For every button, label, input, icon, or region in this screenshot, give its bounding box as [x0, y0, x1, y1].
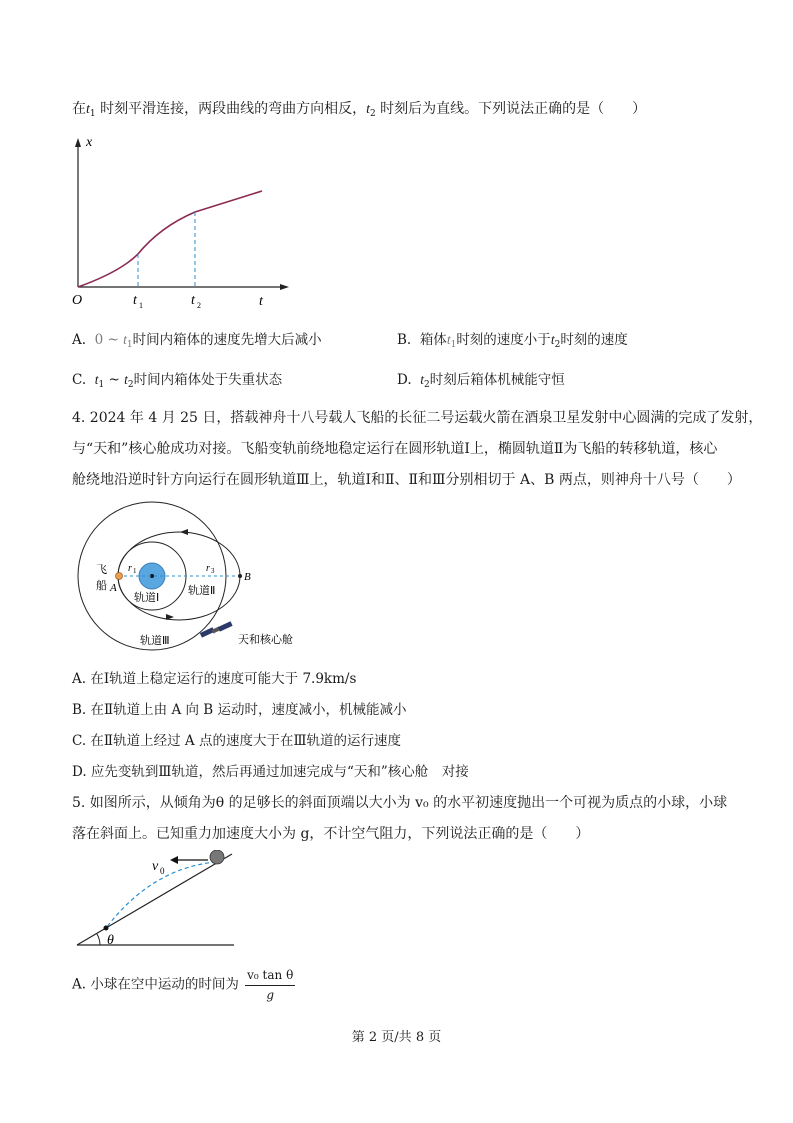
q5-option-a[interactable] [72, 966, 295, 1004]
xt-curve [78, 191, 262, 287]
q3-option-c[interactable]: C. $t_1$ ~ $t_2$时间内箱体处于失重状态 [72, 372, 283, 390]
page-footer: 第 2 页/共 8 页 [351, 1030, 442, 1045]
ship-label-2: 船 [96, 579, 107, 592]
fraction-denominator: g [266, 988, 275, 1002]
q3-option-b[interactable]: B. 箱体$t_1$时刻的速度小于$t_2$时刻的速度 [397, 332, 628, 350]
y-axis-label: x [86, 135, 93, 150]
q4-option-c[interactable]: C. 在Ⅱ轨道上经过 A 点的速度大于在Ⅲ轨道的运行速度 [72, 733, 401, 749]
q3-stem: 在$t_1$ 时刻平滑连接，两段曲线的弯曲方向相反，$t_2$ 时刻后为直线。下列说法正确的是（ ） [72, 101, 647, 119]
q5-option-a-text: A. 小球在空中运动的时间为 [72, 976, 239, 993]
q5-stem-line2: 落在斜面上。已知重力加速度大小为 g，不计空气阻力，下列说法正确的是（ ） [72, 826, 590, 842]
v0-label: v [152, 859, 159, 874]
r1-sub: 1 [133, 567, 137, 575]
landing-point [104, 926, 109, 931]
q4-orbit-figure [68, 500, 308, 660]
v0-sub: 0 [160, 866, 165, 876]
tianhe-station-icon [200, 621, 233, 637]
orbit-ii-label: 轨道Ⅱ [188, 584, 216, 597]
q4-stem-line2: 与“天和”核心舱成功对接。飞船变轨前绕地稳定运行在圆形轨道Ⅰ上，椭圆轨道Ⅱ为飞船的转移轨道，核心 [72, 441, 718, 457]
r3-label: r [206, 563, 210, 574]
orbit-i-label: 轨道Ⅰ [134, 591, 160, 604]
t2-tick-label: t [191, 293, 195, 308]
q3-xt-graph [60, 132, 300, 310]
ball-icon [210, 850, 224, 864]
q4-option-b[interactable]: B. 在Ⅱ轨道上由 A 向 B 运动时，速度减小，机械能减小 [72, 702, 407, 718]
x-axis-arrow [280, 284, 289, 290]
q4-option-d[interactable]: D. 应先变轨到Ⅲ轨道，然后再通过加速完成与“天和”核心舱 对接 [72, 764, 469, 780]
point-b-dot [238, 574, 242, 578]
point-b-label: B [244, 571, 251, 583]
q5-stem-line1: 5. 如图所示，从倾角为θ 的足够长的斜面顶端以大小为 v₀ 的水平初速度抛出一个可视为质点的小球，小球 [72, 795, 728, 811]
x-axis-label: t [259, 294, 263, 309]
q5-option-a-fraction [245, 966, 295, 1004]
q5-incline-figure [72, 850, 242, 950]
point-a-label: A [110, 582, 117, 594]
q3-option-a[interactable]: A. 0 ~ $t_1$时间内箱体的速度先增大后减小 [72, 332, 322, 350]
r1-label: r [128, 563, 132, 574]
q3-option-d[interactable]: D. $t_2$时刻后箱体机械能守恒 [397, 372, 565, 390]
theta-label: θ [107, 933, 114, 948]
q4-option-a[interactable]: A. 在Ⅰ轨道上稳定运行的速度可能大于 7.9km/s [72, 671, 357, 687]
orbit-direction-arrow-2 [180, 529, 188, 535]
fraction-numerator: v₀ tan θ [245, 966, 295, 986]
velocity-arrow-head [170, 856, 178, 864]
station-label: 天和核心舱 [238, 633, 293, 646]
q4-stem-line3: 舱绕地沿逆时针方向运行在圆形轨道Ⅲ上，轨道Ⅰ和Ⅱ、Ⅱ和Ⅲ分别相切于 A、B 两点，则神舟十八号（ ） [72, 472, 741, 488]
t1-tick-label: t [133, 293, 137, 308]
q4-stem-line1: 4. 2024 年 4 月 25 日，搭载神舟十八号载人飞船的长征二号运载火箭在酒泉卫星发射中心圆满的完成了发射， [72, 410, 763, 426]
t2-tick-sub: 2 [197, 301, 201, 310]
y-axis-arrow [75, 138, 81, 147]
t1-tick-sub: 1 [139, 301, 143, 310]
ship-label-1: 飞 [96, 563, 107, 576]
orbit-iii-label: 轨道Ⅲ [140, 634, 170, 647]
origin-label: O [72, 293, 83, 308]
ship-icon [116, 573, 123, 580]
angle-arc [97, 934, 100, 945]
r3-sub: 3 [211, 567, 215, 575]
